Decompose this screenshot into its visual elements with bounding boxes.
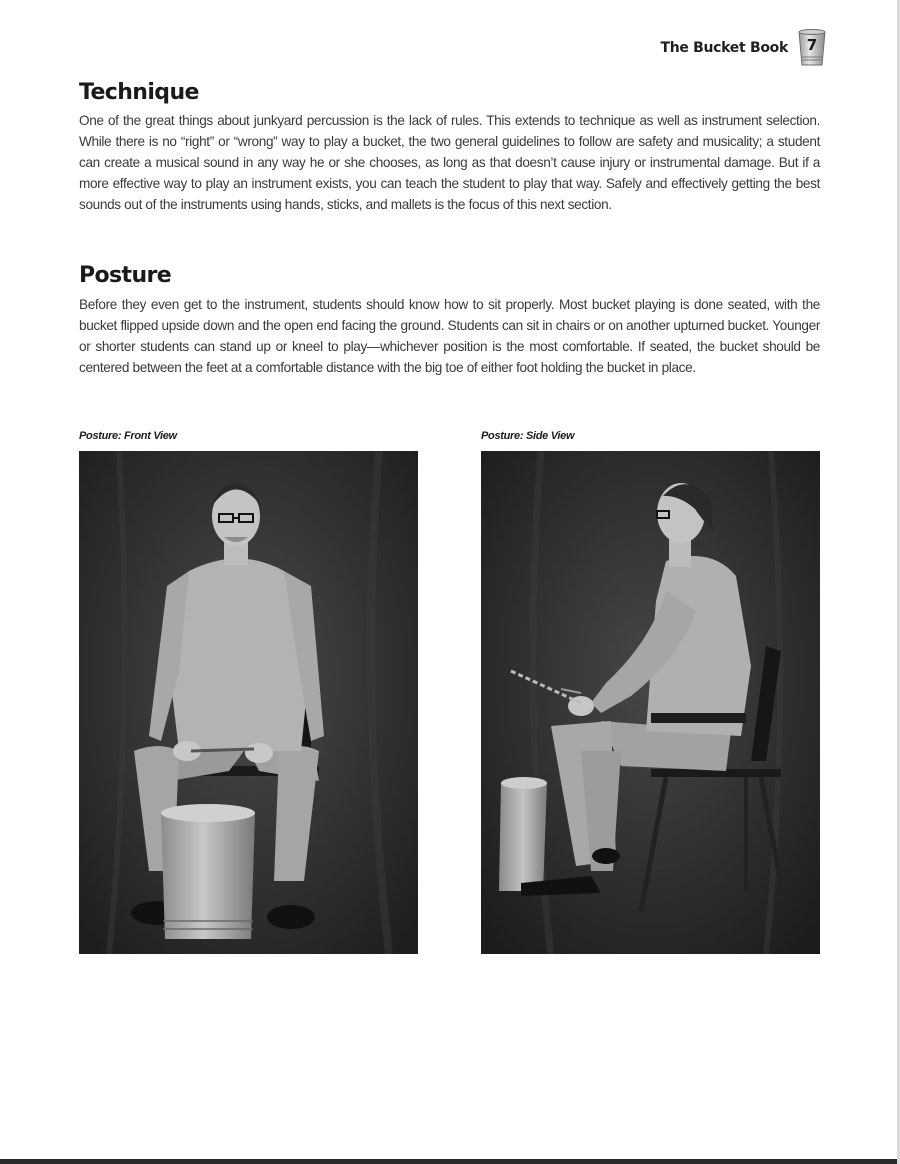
running-header <box>660 30 828 66</box>
front-view-caption: Posture: Front View <box>79 430 177 442</box>
bucket-icon <box>796 28 828 68</box>
front-view-photo <box>79 451 418 954</box>
section-heading-posture: Posture <box>79 263 172 288</box>
side-view-caption: Posture: Side View <box>481 430 575 442</box>
side-view-photo <box>481 451 820 954</box>
page-number: 7 <box>806 36 818 54</box>
posture-paragraph: Before they even get to the instrument, students should know how to sit properly. Most bucket playing is done seated, with the bucket flipped upside down and the open end facing the ground. Students can sit in chairs or on another upturned bucket. Younger or shorter students can stand up or kneel to play—whichever position is the most comfortable. If seated, the bucket should be centered between the feet at a comfortable distance with the big toe of either foot holding the bucket in place. <box>79 297 820 375</box>
technique-paragraph: One of the great things about junkyard percussion is the lack of rules. This extends to technique as well as instrument selection. While there is no “right” or “wrong” way to play a bucket, the two general guidelines to follow are safety and musicality; a student can create a musical sound in any way he or she chooses, as long as that doesn’t cause injury or instrumental damage. But if a more effective way to play an instrument exists, you can teach the student to play that way. Safely and effectively getting the best sounds out of the instruments using hands, sticks, and mallets is the focus of this next section. <box>79 113 820 212</box>
page-bottom-edge <box>0 1159 900 1164</box>
section-heading-technique: Technique <box>79 80 199 105</box>
book-title: The Bucket Book <box>660 40 788 56</box>
